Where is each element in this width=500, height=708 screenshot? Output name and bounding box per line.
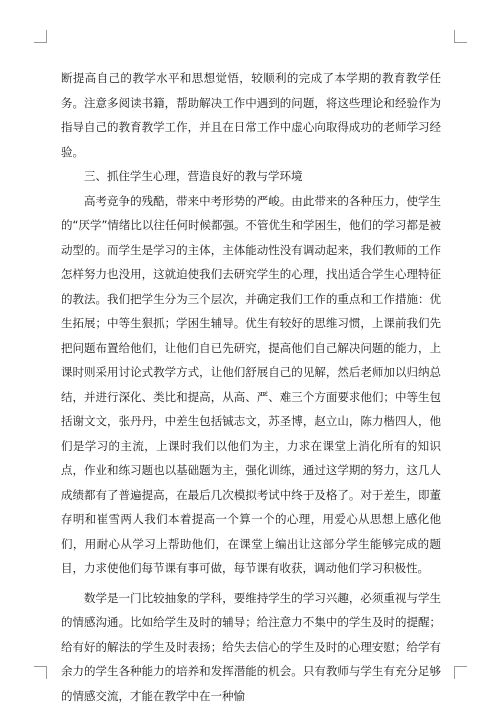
crop-mark-top-left — [34, 30, 47, 43]
paragraph-student-psychology: 高考竞争的残酷，带来中考形势的严峻。由此带来的各种压力，使学生的“厌学”情绪比以往任何时候都强。不管优生和学困生，他们的学习都是被动型的。而学生是学习的主体，主体能动性没有调动起来，我们教师的工作怎样努力也没用，这就迫使我们去研究学生的心理，找出适合学生心理特征的教法。我们把学生分为三个层次，并确定我们工作的重点和工作措施：优生拓展；中等生狠抓；学困生辅导。优生有较好的思维习惯，上课前我们先把问题布置给他们，让他们自已先研究，提高他们自己解决问题的能力，上课时则采用讨论式教学方式，让他们舒展自己的见解，然后老师加以归纳总结，并进行深化、类比和提高，从高、严、难三个方面要求他们；中等生包括谢文文，张丹丹，中差生包括铖志文，苏圣博，赵立山，陈力楷四人，他们是学习的主流，上课时我们以他们为主，力求在课堂上消化所有的知识点，作业和练习题也以基础题为主，强化训练，通过这学期的努力，这几人成绩都有了普遍提高，在最后几次模拟考试中终于及格了。对于差生，即董存明和崔雪两人我们本着提高一个算一个的心理，用爱心从思想上感化他们，用耐心从学习上帮助他们，在课堂上编出让这部分学生能够完成的题目，力求使他们每节课有事可做，每节课有收获，调动他们学习积极性。 — [61, 189, 441, 581]
section-heading: 三、抓住学生心理，营造良好的教与学环境 — [61, 164, 441, 189]
crop-mark-bottom-left — [34, 666, 47, 679]
crop-mark-bottom-right — [454, 666, 467, 679]
paragraph-emotional-communication: 数学是一门比较抽象的学科，要维持学生的学习兴趣，必须重视与学生的情感沟通。比如给学生及时的辅导；给注意力不集中的学生及时的提醒；给有好的解法的学生及时表扬；给失去信心的学生及时的心理安慰；给学有余力的学生各种能力的培养和发挥潜能的机会。只有教师与学生有充分足够的情感交流，才能在教学中在一种愉 — [61, 586, 441, 708]
crop-mark-top-right — [454, 30, 467, 43]
paragraph-continuation: 断提高自己的教学水平和思想觉悟，较顺利的完成了本学期的教育教学任务。注意多阅读书籍，帮助解决工作中遇到的问题，将这些理论和经验作为指导自己的教育教学工作，并且在日常工作中虚心向取得成功的老师学习经验。 — [61, 66, 441, 164]
document-body — [61, 66, 441, 708]
